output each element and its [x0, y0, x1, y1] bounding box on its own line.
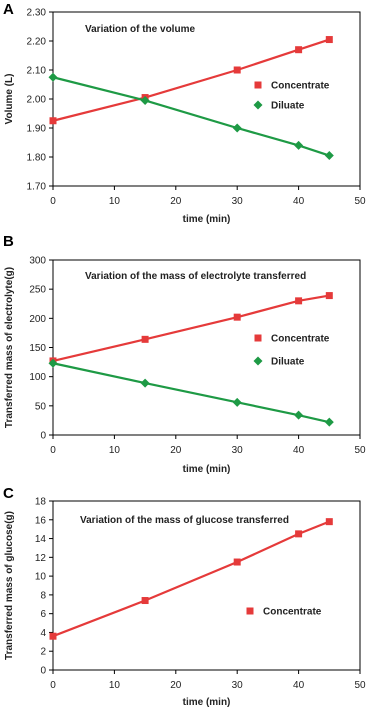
- x-tick-label: 40: [293, 196, 305, 207]
- panel-letter: B: [3, 233, 14, 250]
- y-tick-label: 8: [40, 590, 46, 602]
- y-tick-label: 250: [29, 284, 46, 296]
- x-tick-label: 40: [293, 680, 305, 691]
- x-tick-label: 30: [231, 196, 243, 207]
- x-tick-label: 30: [231, 680, 243, 691]
- x-tick-label: 0: [50, 196, 56, 207]
- x-tick-label: 0: [50, 445, 56, 456]
- y-tick-label: 4: [40, 627, 46, 639]
- data-point: [295, 297, 302, 304]
- legend-label: Diluate: [271, 100, 305, 112]
- x-axis-title: time (min): [182, 697, 231, 708]
- y-tick-label: 100: [29, 372, 46, 384]
- y-tick-label: 14: [34, 534, 46, 546]
- y-tick-label: 18: [34, 496, 46, 508]
- x-tick-label: 0: [50, 680, 56, 691]
- x-tick-label: 50: [354, 445, 366, 456]
- y-tick-label: 200: [29, 313, 46, 325]
- plot-area: [53, 260, 360, 435]
- legend-label: Concentrate: [271, 333, 330, 345]
- x-tick-label: 20: [170, 196, 182, 207]
- x-tick-label: 50: [354, 196, 366, 207]
- y-tick-label: 1.70: [26, 181, 46, 193]
- data-point: [234, 314, 241, 321]
- x-tick-label: 50: [354, 680, 366, 691]
- y-tick-label: 300: [29, 255, 46, 267]
- y-tick-label: 50: [34, 401, 46, 413]
- chart-title: Variation of the volume: [85, 24, 196, 35]
- y-tick-label: 2.20: [26, 36, 46, 48]
- x-tick-label: 10: [108, 196, 120, 207]
- data-point: [295, 46, 302, 53]
- x-tick-label: 30: [231, 445, 243, 456]
- x-axis-title: time (min): [182, 464, 231, 475]
- legend-label: Diluate: [271, 356, 305, 368]
- data-point: [326, 518, 333, 525]
- data-point: [234, 67, 241, 74]
- data-point: [234, 559, 241, 566]
- plot-area: [53, 12, 360, 186]
- y-tick-label: 2.10: [26, 65, 46, 77]
- y-tick-label: 10: [34, 571, 46, 583]
- y-tick-label: 6: [40, 609, 46, 621]
- y-tick-label: 16: [34, 515, 46, 527]
- data-point: [142, 336, 149, 343]
- x-axis-title: time (min): [182, 214, 231, 225]
- y-axis-title: Volume (L): [4, 73, 15, 125]
- y-tick-label: 1.90: [26, 123, 46, 135]
- chart-panel-c: [3, 485, 366, 708]
- legend-label: Concentrate: [271, 80, 330, 92]
- x-tick-label: 20: [170, 445, 182, 456]
- data-point: [50, 117, 57, 124]
- legend-marker: [247, 608, 254, 615]
- y-tick-label: 12: [34, 552, 46, 564]
- legend-label: Concentrate: [263, 606, 322, 618]
- chart-title: Variation of the mass of glucose transferred: [80, 515, 289, 526]
- x-tick-label: 40: [293, 445, 305, 456]
- x-tick-label: 10: [108, 680, 120, 691]
- chart-panel-b: [3, 233, 366, 475]
- y-axis-title: Transferred mass of glucose(g): [4, 511, 15, 660]
- y-tick-label: 2.00: [26, 94, 46, 106]
- chart-panel-a: [3, 1, 366, 225]
- y-tick-label: 2: [40, 646, 46, 658]
- chart-title: Variation of the mass of electrolyte transferred: [85, 271, 307, 282]
- data-point: [326, 292, 333, 299]
- data-point: [295, 530, 302, 537]
- panel-letter: A: [3, 1, 14, 18]
- y-tick-label: 150: [29, 343, 46, 354]
- x-tick-label: 20: [170, 680, 182, 691]
- plot-area: [53, 501, 360, 670]
- y-axis-title: Transferred mass of electrolyte(g): [4, 266, 15, 429]
- data-point: [50, 633, 57, 640]
- y-tick-label: 0: [40, 665, 46, 677]
- legend-marker: [255, 335, 262, 342]
- data-point: [326, 36, 333, 43]
- y-tick-label: 0: [40, 430, 46, 442]
- y-tick-label: 1.80: [26, 152, 46, 164]
- y-tick-label: 2.30: [26, 7, 46, 19]
- panel-letter: C: [3, 485, 14, 502]
- x-tick-label: 10: [108, 445, 120, 456]
- data-point: [142, 597, 149, 604]
- legend-marker: [255, 82, 262, 89]
